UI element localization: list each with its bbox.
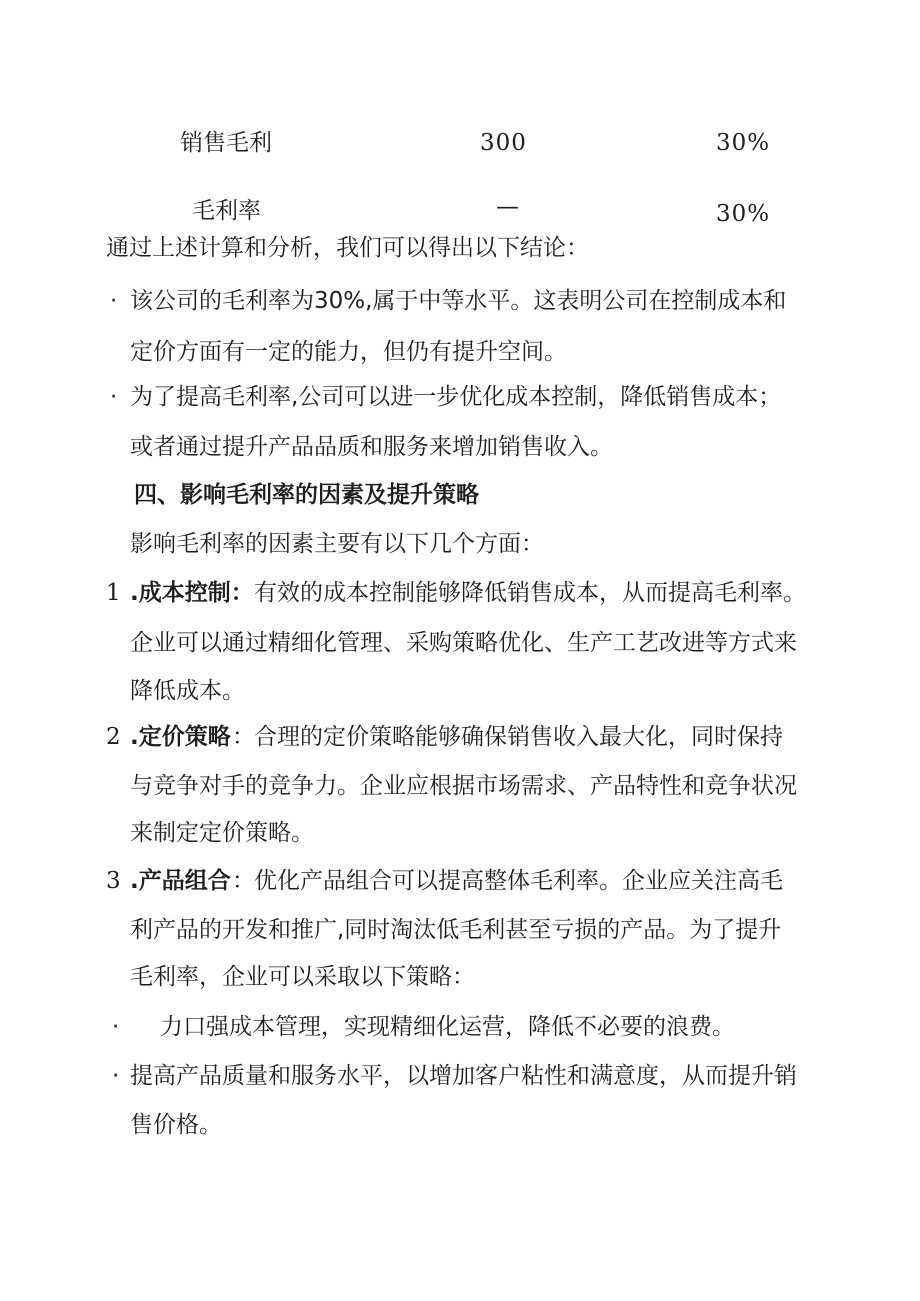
bullet-b2-line1: 提高产品质量和服务水平，以增加客户粘性和满意度，从而提升销 bbox=[130, 1063, 797, 1089]
bullet-marker: · bbox=[110, 384, 118, 410]
bullet-marker: · bbox=[110, 288, 118, 314]
factor-number: 1 bbox=[106, 580, 122, 606]
factor1-line3: 降低成本。 bbox=[130, 678, 245, 704]
factor2-line1: 合理的定价策略能够确保销售收入最大化，同时保持 bbox=[254, 724, 783, 750]
factor-title: .成本控制： bbox=[130, 580, 254, 606]
factor-colon: ： bbox=[232, 724, 255, 750]
table-row1-pct: 30% bbox=[716, 130, 771, 156]
factor-colon: ： bbox=[232, 868, 255, 894]
factor-number: 2 bbox=[106, 724, 122, 750]
bullet-b1-line1: 力口强成本管理，实现精细化运营，降低不必要的浪费。 bbox=[160, 1014, 735, 1040]
bullet-a1-line1: 该公司的毛利率为30%,属于中等水平。这表明公司在控制成本和 bbox=[130, 288, 787, 314]
factor-number: 3 bbox=[106, 868, 122, 894]
table-row2-value: — bbox=[496, 194, 519, 220]
section-heading: 四、影响毛利率的因素及提升策略 bbox=[134, 482, 479, 508]
factor1-line1: 有效的成本控制能够降低销售成本，从而提高毛利率。 bbox=[254, 580, 806, 606]
table-row1-label: 销售毛利 bbox=[180, 130, 272, 156]
factor2-line3: 来制定定价策略。 bbox=[130, 820, 314, 846]
table-row2-label: 毛利率 bbox=[192, 198, 261, 224]
factors-intro: 影响毛利率的因素主要有以下几个方面： bbox=[130, 531, 544, 557]
table-row2-pct: 30% bbox=[716, 201, 771, 227]
factor3-line3: 毛利率，企业可以采取以下策略： bbox=[130, 964, 475, 990]
factor3-line1: 优化产品组合可以提高整体毛利率。企业应关注高毛 bbox=[254, 868, 783, 894]
table-row1-value: 300 bbox=[480, 130, 527, 156]
factor3-line2: 利产品的开发和推广,同时淘汰低毛利甚至亏损的产品。为了提升 bbox=[130, 917, 782, 943]
bullet-marker: · bbox=[112, 1063, 120, 1089]
factor1-line2: 企业可以通过精细化管理、采购策略优化、生产工艺改进等方式来 bbox=[130, 630, 797, 656]
bullet-a2-line2: 或者通过提升产品品质和服务来增加销售收入。 bbox=[130, 434, 613, 460]
conclusion-intro: 通过上述计算和分析，我们可以得出以下结论： bbox=[106, 235, 589, 261]
bullet-b2-line2: 售价格。 bbox=[130, 1112, 222, 1138]
factor-title: .产品组合 bbox=[130, 868, 231, 894]
bullet-marker: · bbox=[112, 1014, 120, 1040]
factor2-line2: 与竞争对手的竞争力。企业应根据市场需求、产品特性和竞争状况 bbox=[130, 773, 797, 799]
factor-title: .定价策略 bbox=[130, 724, 231, 750]
bullet-a2-line1: 为了提高毛利率,公司可以进一步优化成本控制，降低销售成本； bbox=[130, 384, 782, 410]
bullet-a1-line2: 定价方面有一定的能力，但仍有提升空间。 bbox=[130, 339, 567, 365]
